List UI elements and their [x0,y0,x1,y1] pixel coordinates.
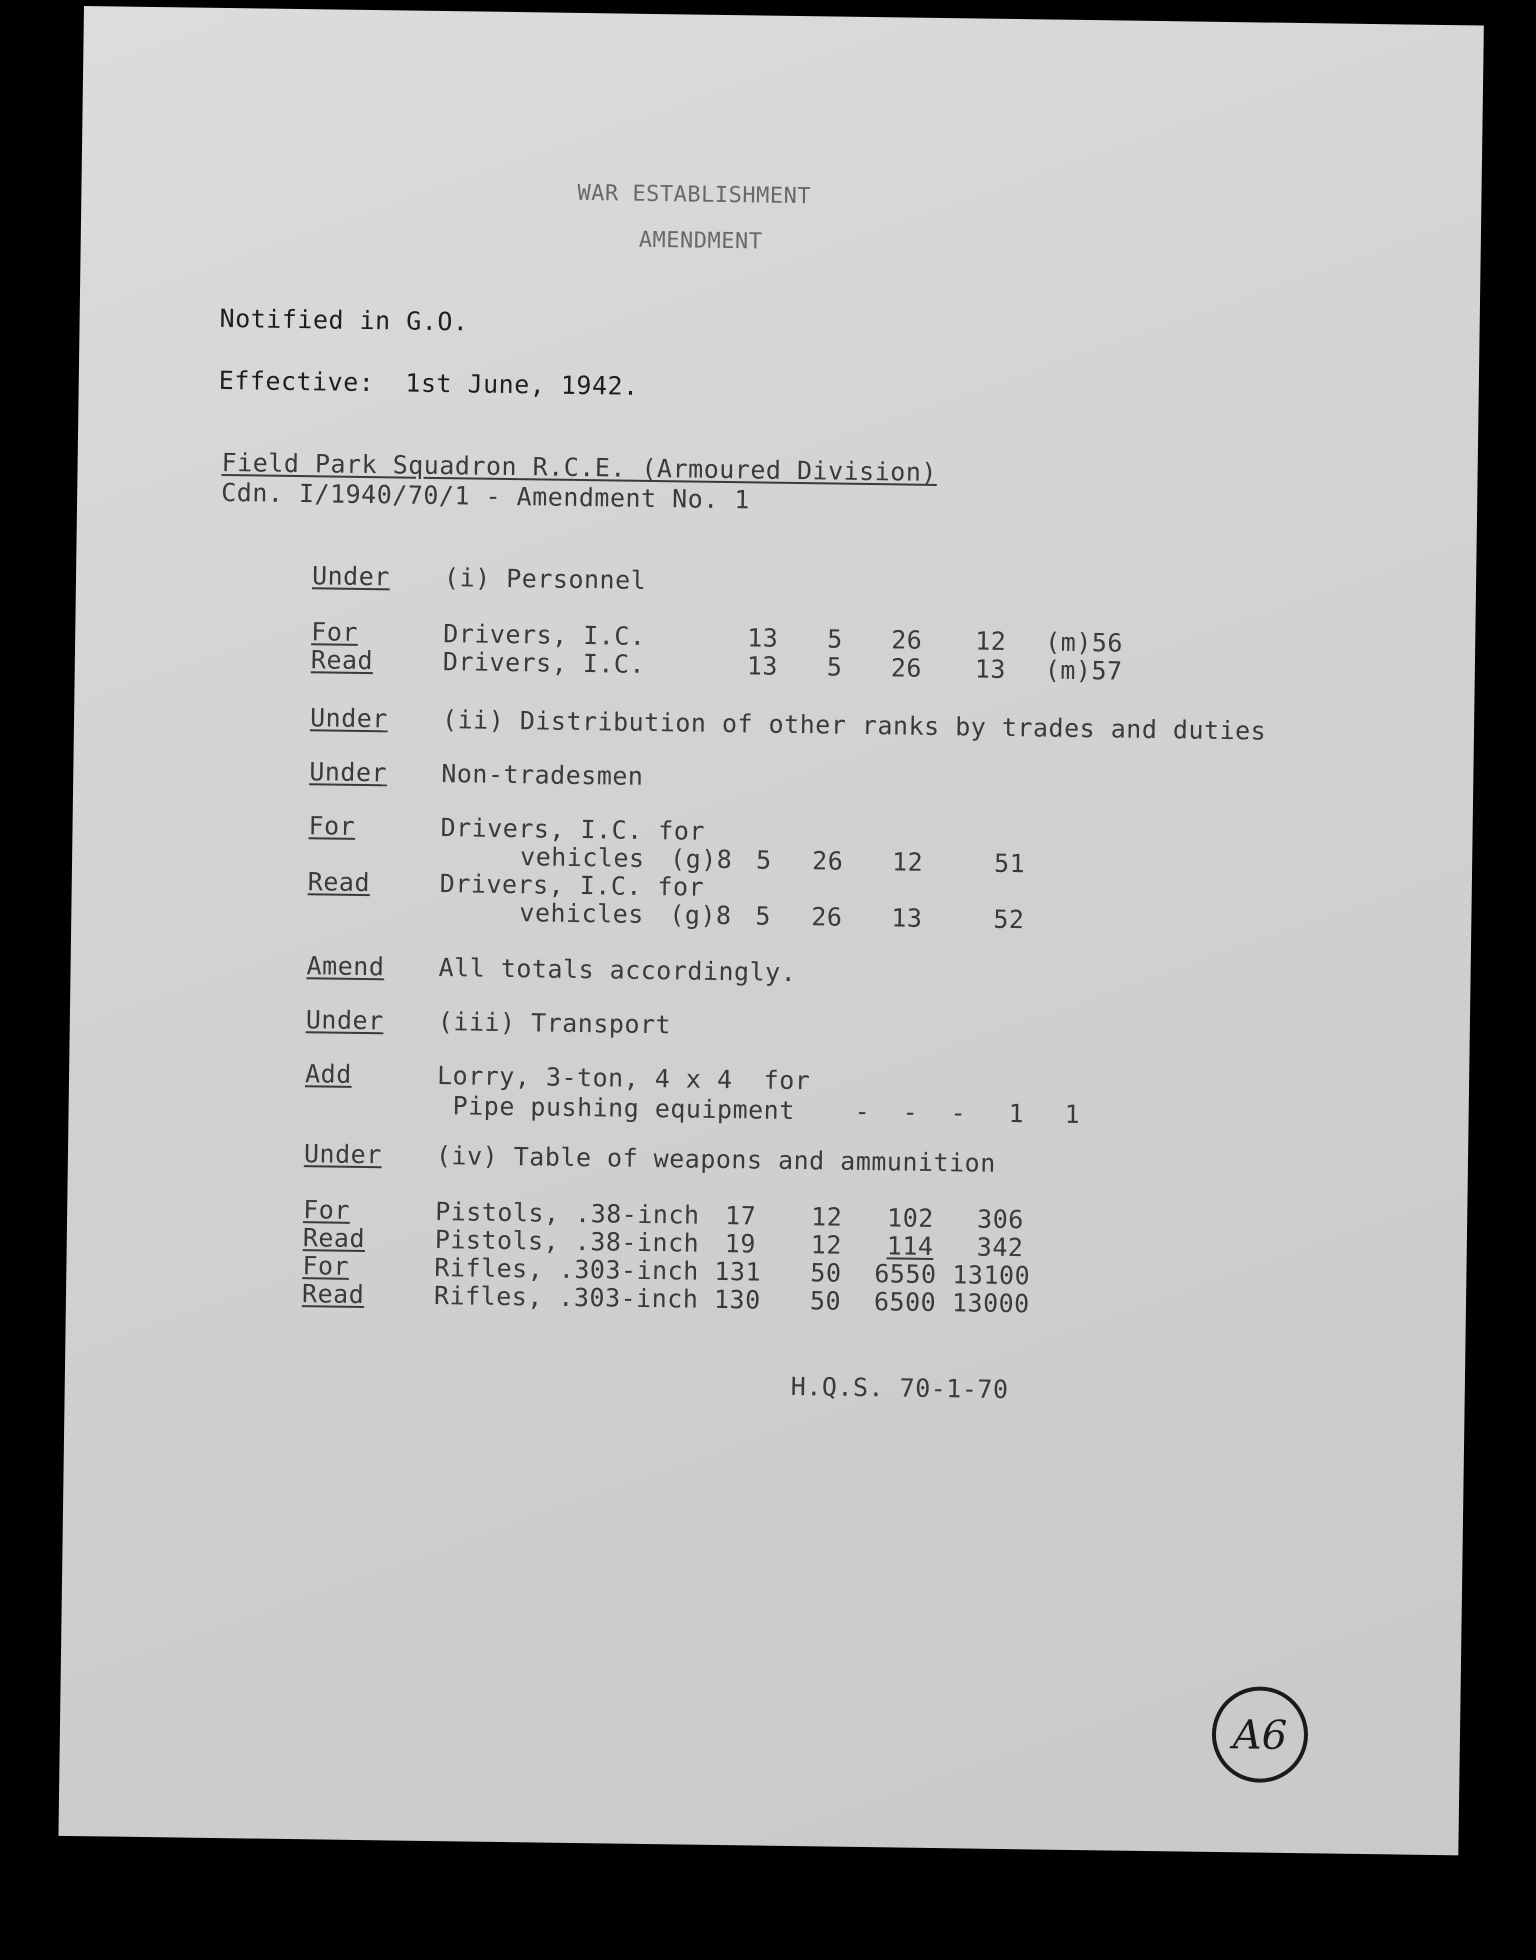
label-read: Read [307,867,371,898]
row-value: 5 [755,845,772,875]
section-text: (iv) Table of weapons and ammunition [435,1141,996,1178]
row-value: 26 [890,653,923,683]
row-text-cont: vehicles [519,842,645,873]
row-value: 5 [827,624,843,654]
row-text: Rifles, .303-inch [434,1253,699,1286]
row-value: 26 [891,625,923,655]
label-for: For [303,1195,351,1225]
archive-stamp [1207,1682,1312,1787]
row-text-cont: Pipe pushing equipment [452,1091,795,1126]
document-page [58,6,1483,1855]
section-text: (ii) Distribution of other ranks by trades and duties [441,705,1267,746]
row-value: 12 [810,1230,843,1260]
row-value: 114 [886,1231,934,1261]
notified-line: Notified in G.O. [219,303,469,337]
label-under: Under [309,703,389,734]
row-value: 52 [993,904,1025,935]
row-text: Rifles, .303-inch [433,1281,699,1314]
row-value: (g)8 [669,900,732,931]
row-value: 6550 [874,1259,937,1290]
label-amend: Amend [306,951,385,982]
row-value: 102 [886,1203,935,1233]
file-reference: H.Q.S. 70-1-70 [790,1372,1009,1405]
effective-line: Effective: 1st June, 1942. [218,365,639,401]
row-value: 50 [809,1286,842,1316]
row-value: 26 [811,846,844,876]
row-text: Drivers, I.C. [443,619,646,651]
row-value: 12 [975,626,1007,656]
label-under: Under [311,561,391,592]
section-text: Non-tradesmen [441,759,644,791]
row-value: 13100 [952,1260,1031,1291]
row-value: 26 [811,902,843,932]
label-under: Under [303,1139,382,1170]
row-value: 13 [746,651,779,681]
label-read: Read [310,645,374,676]
row-value: - [902,1097,919,1127]
row-value: 1 [1008,1099,1025,1129]
row-value: 5 [826,652,843,682]
row-text: Drivers, I.C. for [439,869,705,902]
row-value: 13 [747,623,779,653]
section-text: (iii) Transport [437,1007,672,1040]
row-value: 50 [810,1258,842,1288]
unit-title: Field Park Squadron R.C.E. (Armoured Division) [221,447,938,487]
label-under: Under [305,1005,384,1036]
label-read: Read [301,1279,365,1310]
row-value: (m)57 [1044,655,1123,686]
label-under: Under [309,757,388,788]
row-value: 51 [993,848,1026,879]
row-value: 342 [976,1232,1024,1263]
header-subtitle: AMENDMENT [638,227,763,255]
stamp-text: A6 [1232,1712,1288,1759]
row-text: Pistols, .38-inch [434,1225,700,1258]
row-text: Drivers, I.C. for [440,813,706,846]
section-text: (i) Personnel [443,563,647,595]
label-for: For [311,617,359,647]
row-value: 13 [891,903,923,933]
row-value: 131 [714,1256,762,1287]
row-text-cont: vehicles [519,898,644,929]
row-value: 5 [755,901,772,931]
row-value: 12 [891,847,924,877]
row-value: 13000 [951,1288,1030,1319]
row-value: 1 [1064,1099,1081,1130]
row-text: Lorry, 3-ton, 4 x 4 for [436,1061,811,1096]
row-value: 19 [724,1229,757,1259]
row-value: - [950,1098,967,1128]
row-value: 130 [713,1284,761,1315]
row-value: 306 [976,1204,1025,1235]
row-text: Pistols, .38-inch [435,1197,700,1230]
row-value: 6500 [873,1287,937,1318]
row-value: (m)56 [1045,627,1124,658]
header-title: WAR ESTABLISHMENT [577,180,812,210]
label-for: For [302,1251,350,1281]
row-value: 12 [810,1202,843,1232]
row-text: Drivers, I.C. [442,647,646,679]
row-value: - [854,1096,871,1127]
label-add: Add [304,1059,352,1089]
row-value: 13 [974,654,1007,684]
row-value: (g)8 [669,844,733,875]
row-value: 17 [724,1201,757,1231]
unit-reference: Cdn. I/1940/70/1 - Amendment No. 1 [221,477,751,515]
section-text: All totals accordingly. [438,953,797,988]
label-read: Read [302,1223,366,1254]
label-for: For [308,811,356,841]
